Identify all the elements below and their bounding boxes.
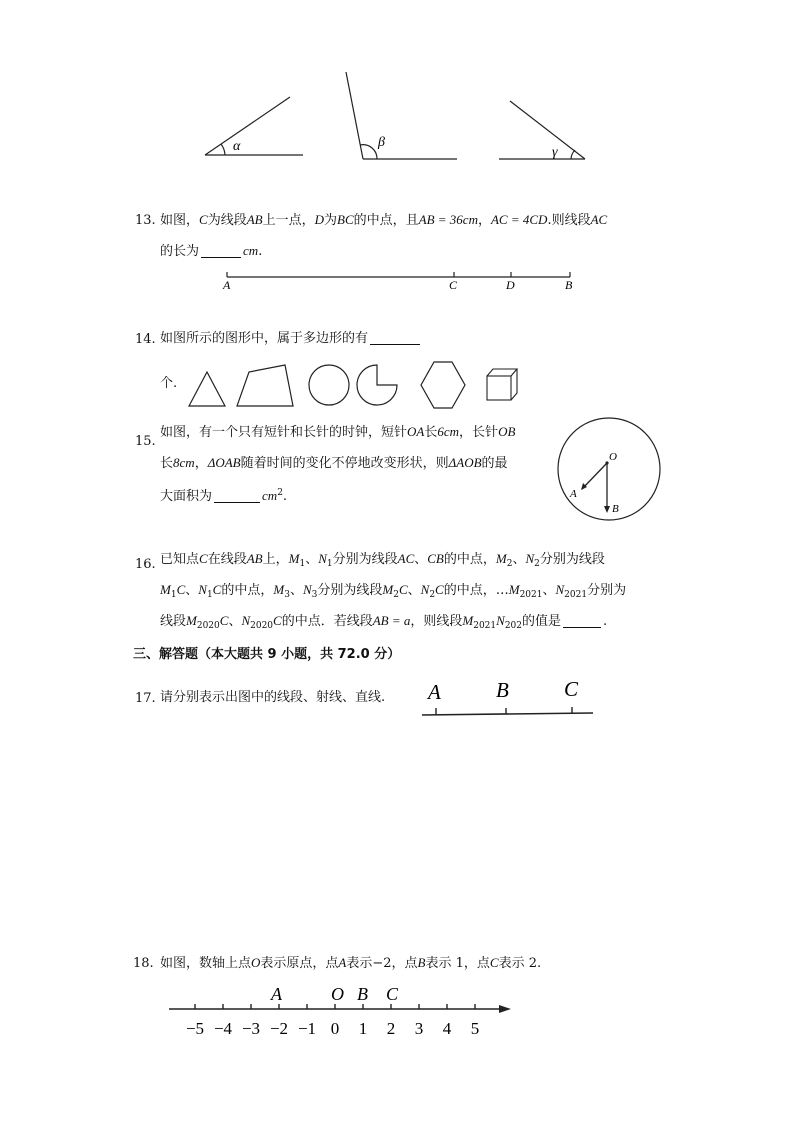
axis-arrow-icon (499, 1005, 511, 1013)
q18-number-line (165, 980, 515, 1042)
q16-answer-blank[interactable] (563, 613, 601, 628)
sector-shape (357, 365, 397, 405)
q15-number: 15. (135, 434, 156, 449)
q17-label-a: A (428, 680, 441, 704)
nl-tick-label: 4 (442, 1019, 452, 1038)
section-3-heading: 三、解答题（本大题共 9 小题，共 72.0 分） (133, 647, 401, 662)
nl-tick-label: 3 (414, 1019, 424, 1038)
q17-label-c: C (564, 677, 579, 701)
q16-number: 16. (135, 557, 156, 572)
q17-label-b: B (496, 678, 509, 702)
clock-label-b: B (612, 503, 619, 515)
quadrilateral-shape (237, 365, 293, 406)
nl-tick-label: −2 (269, 1019, 289, 1038)
q13-line2: 的长为 cm. (160, 243, 263, 259)
angle-alpha (205, 97, 303, 155)
q18-number: 18. (133, 956, 154, 971)
q15-line1: 如图，有一个只有短针和长针的时钟，短针OA长6cm，长针OB (160, 424, 516, 440)
alpha-label: α (233, 139, 241, 154)
angles-figure (195, 60, 595, 170)
q14-number: 14. (135, 332, 156, 347)
nl-tick-label: −3 (241, 1019, 261, 1038)
nl-tick-label: 1 (358, 1019, 368, 1038)
q15-line2: 长8cm，ΔOAB随着时间的变化不停地改变形状，则ΔAOB的最 (160, 455, 508, 471)
beta-label: β (378, 135, 385, 150)
q13-label-a: A (223, 278, 231, 292)
cube-shape (487, 369, 517, 400)
q14-line1: 如图所示的图形中，属于多边形的有 (160, 323, 422, 354)
q14-line2: 个. (160, 376, 178, 391)
q13-label-b: B (565, 278, 573, 292)
q13-line1: 如图，C为线段AB上一点，D为BC的中点，且AB = 36cm，AC = 4CD.则线段AC (160, 212, 608, 228)
nl-tick-label: −1 (297, 1019, 317, 1038)
q17-number: 17. (135, 691, 156, 706)
q16-line2: $M_1C$、$N_1C$的中点，$M_3$、$N_3$分别为线段$M_2C$、$N_2C$的中点，$\dots M_{2021}$、$N_{2021}$分别为 (160, 582, 627, 600)
q14-shapes-figure (185, 358, 525, 410)
q14-answer-blank[interactable] (370, 330, 420, 345)
q15-clock-figure (555, 414, 663, 524)
q13-label-d: D (506, 278, 515, 292)
clock-label-a: A (570, 488, 577, 500)
q13-number: 13. (135, 213, 156, 228)
q15-answer-blank[interactable] (214, 488, 260, 503)
circle-shape (309, 365, 349, 405)
hexagon-shape (421, 362, 465, 408)
clock-label-o: O (609, 451, 617, 463)
nl-label-b: B (357, 984, 368, 1004)
nl-tick-label: −5 (185, 1019, 205, 1038)
q17-text: 请分别表示出图中的线段、射线、直线. (160, 690, 386, 705)
nl-tick-label: 5 (470, 1019, 480, 1038)
q16-line3: 线段$M_{2020}C$、$N_{2020}C$的中点．若线段AB = a，则线段$M_{2021}N_{202}$的值是 . (160, 613, 608, 631)
q13-label-c: C (449, 278, 458, 292)
q17-line-figure (418, 675, 598, 723)
triangle-shape (189, 372, 225, 406)
nl-label-c: C (386, 984, 399, 1004)
nl-tick-label: 2 (386, 1019, 396, 1038)
angle-beta (346, 72, 457, 159)
clock-circle (558, 418, 660, 520)
q16-line1: 已知点C在线段AB上，$M_1$、$N_1$分别为线段AC、CB的中点，$M_2$、$N_2$分别为线段 (160, 551, 605, 569)
angle-gamma (499, 101, 585, 159)
q13-answer-blank[interactable] (201, 243, 241, 258)
q15-line3: 大面积为 $cm^2$. (160, 488, 288, 504)
nl-tick-label: 0 (330, 1019, 340, 1038)
nl-label-a: A (271, 984, 282, 1004)
q18-text: 如图，数轴上点O表示原点，点A表示−2，点B表示 1，点C表示 2. (160, 955, 542, 971)
nl-tick-label: −4 (213, 1019, 233, 1038)
nl-label-o: O (331, 984, 344, 1004)
gamma-label: γ (552, 145, 558, 160)
q13-segment-figure (215, 265, 585, 295)
